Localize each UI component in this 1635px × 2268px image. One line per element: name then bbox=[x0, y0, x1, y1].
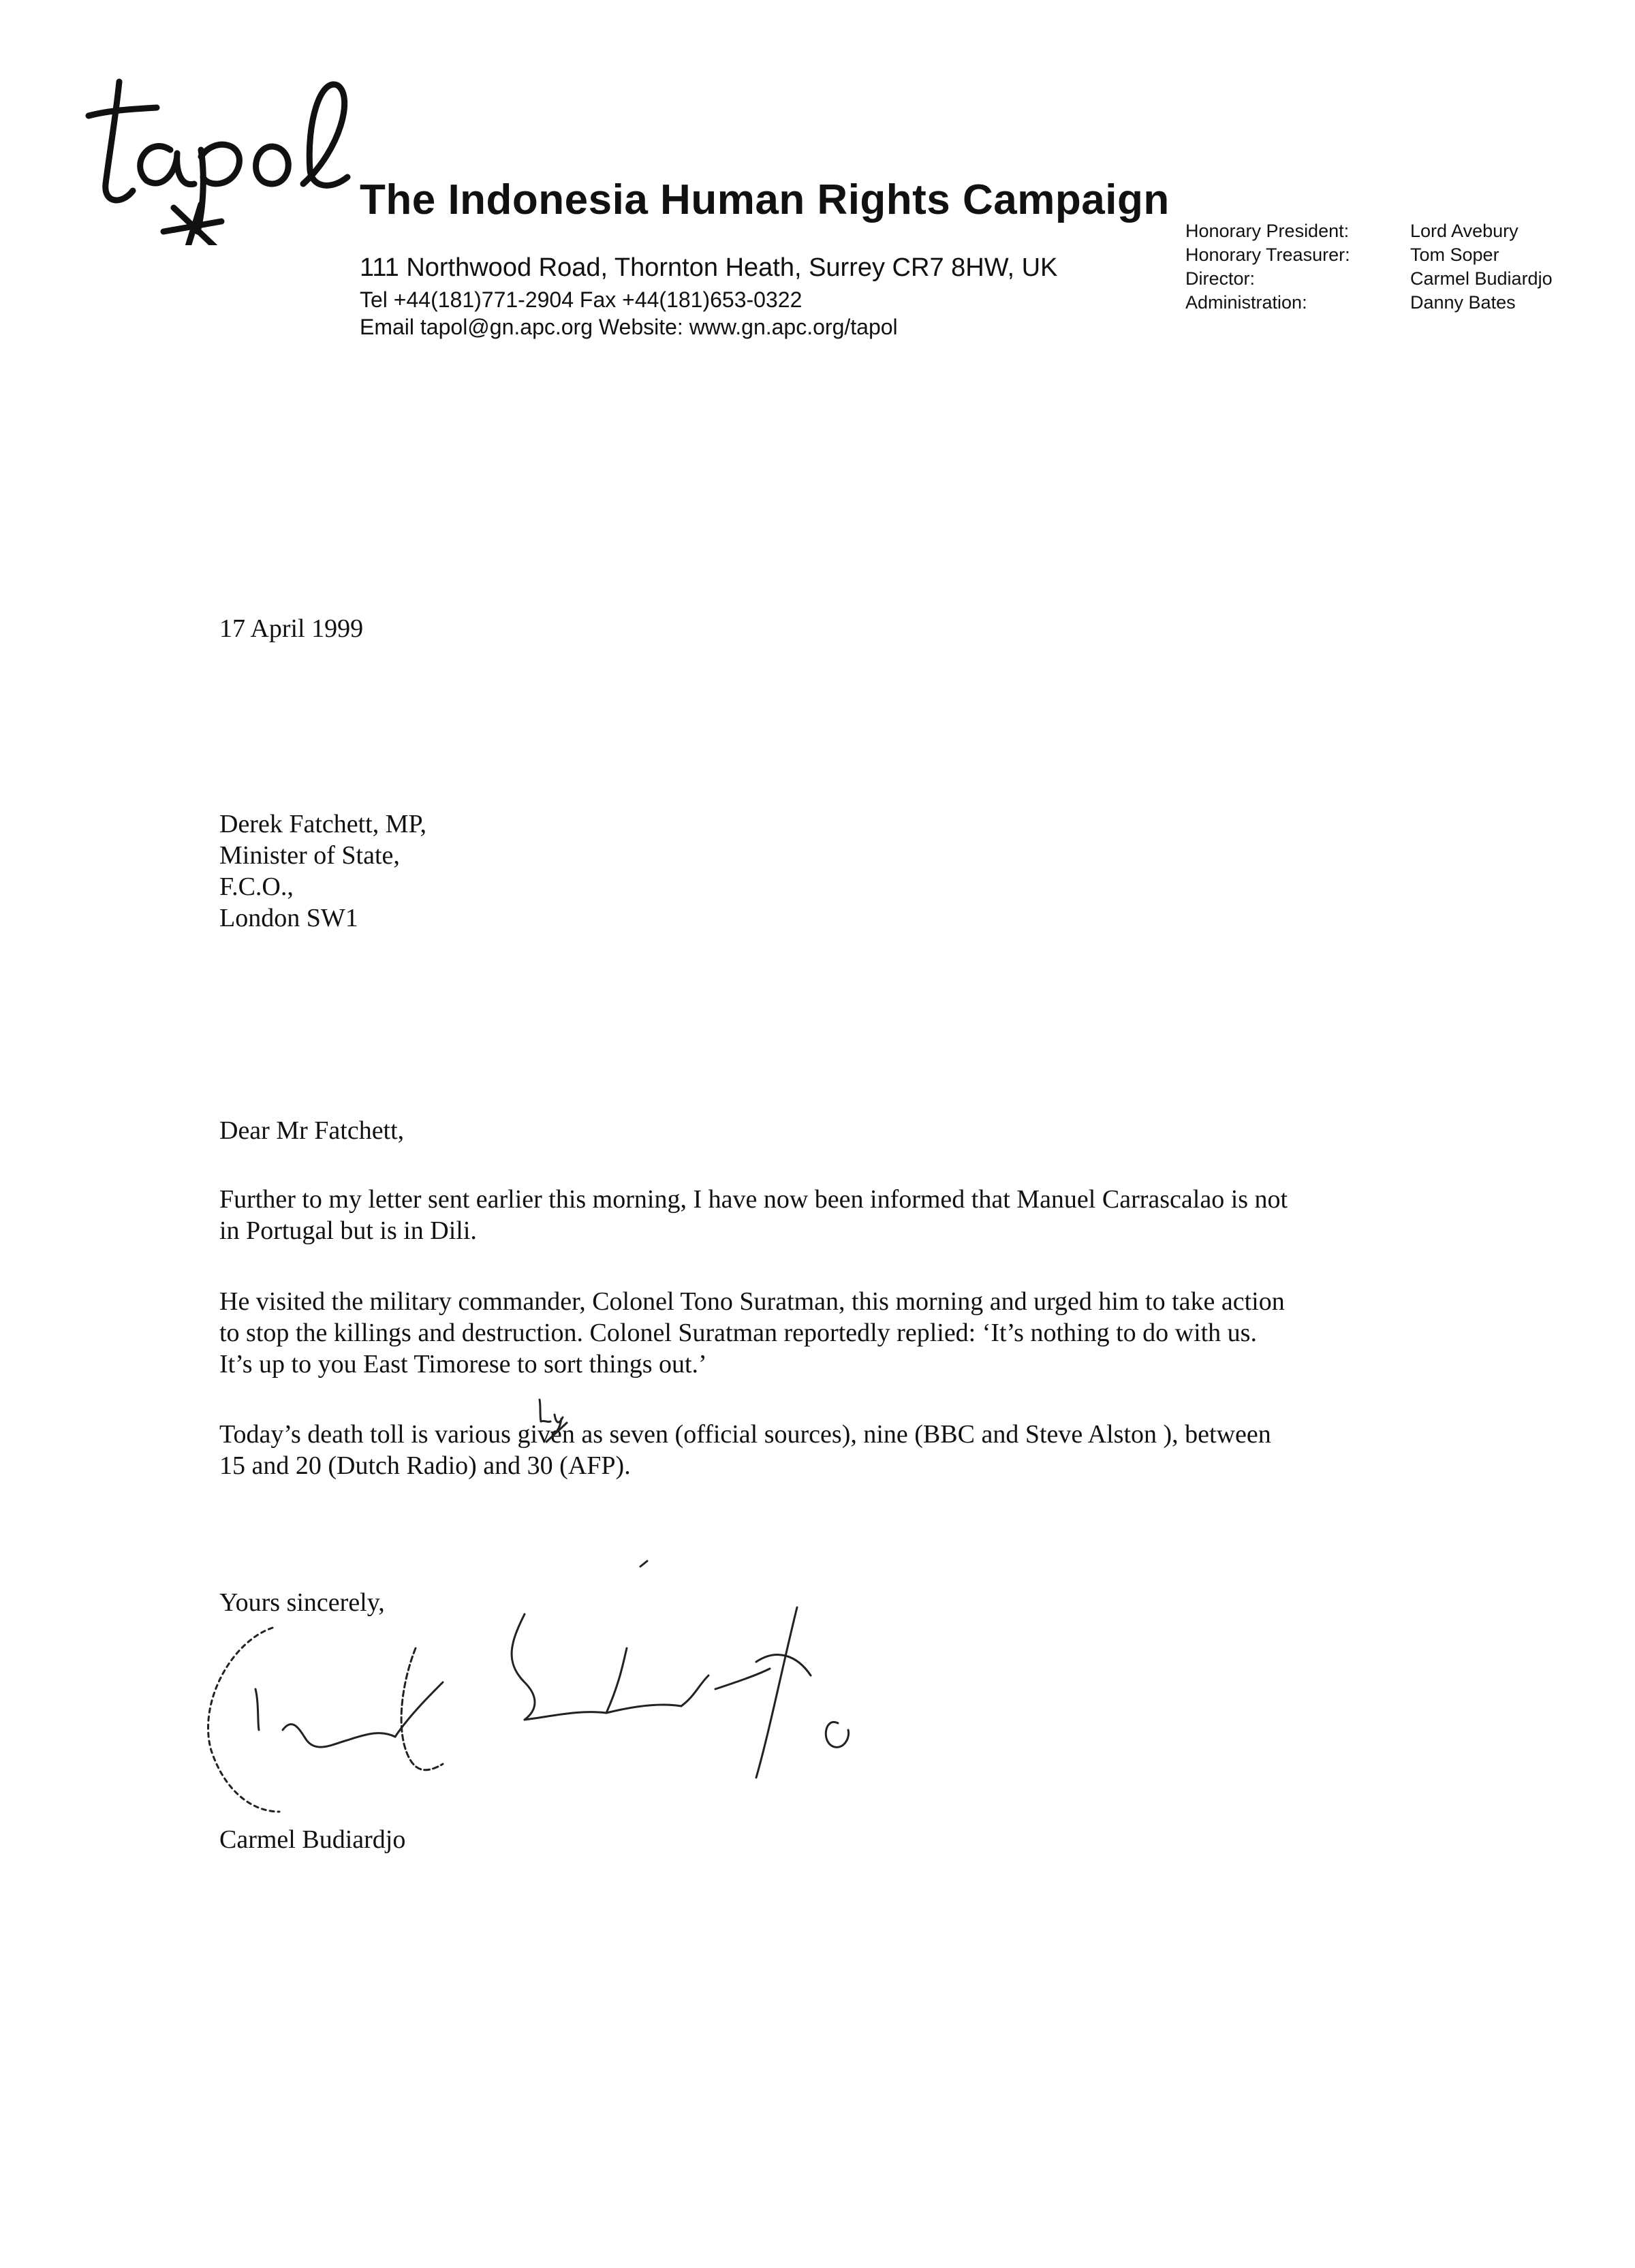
paragraph-line: to stop the killings and destruction. Colonel Suratman reportedly replied: ‘It’s nothing to do with us. bbox=[219, 1319, 1257, 1347]
officer-name: Lord Avebury bbox=[1410, 221, 1519, 241]
body-paragraph bbox=[219, 1286, 1285, 1380]
body-paragraph bbox=[219, 1419, 1271, 1481]
paragraph-line: Further to my letter sent earlier this morning, I have now been informed that Manuel Carrascalao is not bbox=[219, 1185, 1288, 1214]
recipient-line: Derek Fatchett, MP, bbox=[219, 810, 426, 838]
paragraph-line: He visited the military commander, Colonel Tono Suratman, this morning and urged him to take action bbox=[219, 1287, 1285, 1316]
officer-row bbox=[1185, 291, 1553, 315]
salutation: Dear Mr Fatchett, bbox=[219, 1116, 405, 1145]
recipient-address bbox=[219, 808, 426, 934]
handwritten-signature bbox=[170, 1526, 886, 1825]
body-paragraph bbox=[219, 1184, 1288, 1246]
closing: Yours sincerely, bbox=[219, 1588, 385, 1617]
org-name: The Indonesia Human Rights Campaign bbox=[360, 176, 1170, 223]
recipient-line: Minister of State, bbox=[219, 841, 400, 870]
officer-role: Administration: bbox=[1185, 292, 1307, 313]
paragraph-line: in Portugal but is in Dili. bbox=[219, 1216, 477, 1245]
org-phone-fax: Tel +44(181)771-2904 Fax +44(181)653-0322 bbox=[360, 287, 803, 312]
officer-name: Tom Soper bbox=[1410, 245, 1499, 265]
paragraph-line: Today’s death toll is various given as seven (official sources), nine (BBC and Steve Alston ), between bbox=[219, 1420, 1271, 1449]
letter-date: 17 April 1999 bbox=[219, 614, 364, 643]
officer-name: Carmel Budiardjo bbox=[1410, 268, 1553, 289]
officer-name: Danny Bates bbox=[1410, 292, 1516, 313]
officer-role: Honorary President: bbox=[1185, 221, 1350, 241]
handwritten-insertion-mark bbox=[531, 1393, 586, 1454]
org-address: 111 Northwood Road, Thornton Heath, Surrey CR7 8HW, UK bbox=[360, 253, 1058, 282]
signer-name: Carmel Budiardjo bbox=[219, 1825, 406, 1854]
tapol-logo bbox=[68, 68, 361, 245]
officer-row bbox=[1185, 219, 1553, 243]
officer-role: Director: bbox=[1185, 268, 1256, 289]
recipient-line: F.C.O., bbox=[219, 872, 294, 901]
paragraph-line: It’s up to you East Timorese to sort things out.’ bbox=[219, 1350, 707, 1379]
officer-role: Honorary Treasurer: bbox=[1185, 245, 1350, 265]
officer-row bbox=[1185, 243, 1553, 267]
officers-list bbox=[1185, 219, 1553, 315]
officer-row bbox=[1185, 267, 1553, 291]
paragraph-line: 15 and 20 (Dutch Radio) and 30 (AFP). bbox=[219, 1451, 631, 1480]
org-contact bbox=[360, 286, 898, 341]
org-email-website: Email tapol@gn.apc.org Website: www.gn.apc.org/tapol bbox=[360, 315, 898, 339]
recipient-line: London SW1 bbox=[219, 904, 358, 932]
